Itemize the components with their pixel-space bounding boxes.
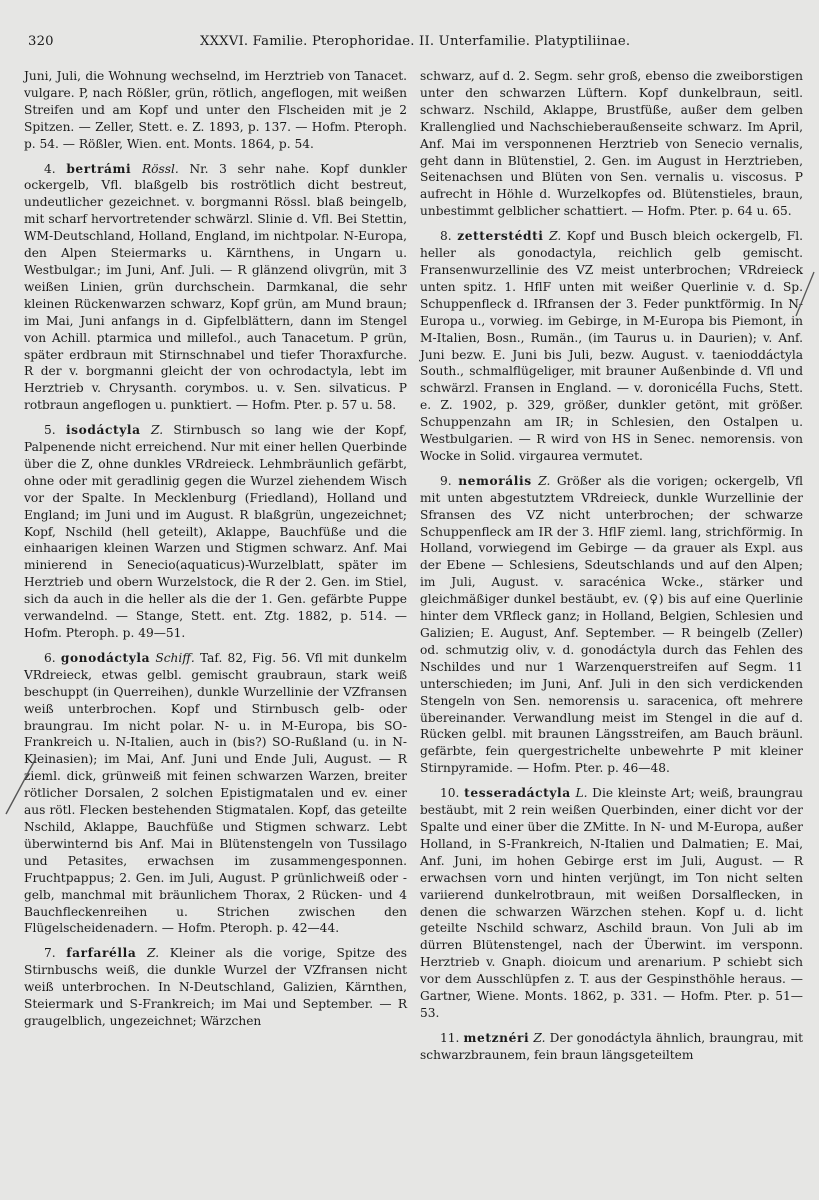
species-author: Schiff.: [155, 650, 195, 665]
entry-text: Größer als die vorigen; ockergelb, Vfl mit unten abgestutztem VRdreieck, dunkle Wurzellinie der Sfransen des VZ nicht unterbrochen; der schwarze Schuppenfleck am IR der 3. HflF zieml. lang, strichförmig. In Holland, vorwiegend im Gebirge — da grauer als Expl. aus der Ebene — Schlesiens, Sdeutschlands und auf den Alpen; im Juli, August. v. saracénica Wcke., stärker und gleichmäßiger dunkel bestäubt, ev. (♀) bis auf eine Querlinie hinter dem VRfleck ganz; in Holland, Belgien, Schlesien und Galizien; E. August, Anf. September. — R beingelb (Zeller) od. schmutzig oliv, v. d. gonodáctyla durch das Fehlen des Nschildes und nur 1 Warzenquerstreifen auf Segm. 11 unterschieden; im Juni, Anf. Juli in den sich verdickenden Stengeln von Sen. nemorensis u. saracenica, oft mehrere übereinander. Verwandlung meist im Stengel in die auf d. Rücken gelbl. mit braunen Längsstreifen, am Bauch bräunl. gefärbte, fein quergestrichelte unbewehrte P mit kleiner Stirnpyramide. — Hofm. Pter. p. 46—48.: [420, 473, 804, 776]
species-name: isodáctyla: [65, 423, 141, 438]
continuation-paragraph: [24, 68, 407, 153]
species-name: farfarélla: [66, 946, 137, 961]
species-author: Z.: [147, 946, 160, 961]
entry-text: Kleiner als die vorige, Spitze des Stirnbuschs weiß, die dunkle Wurzel der VZfransen nicht weiß unterbrochen. In N-Deutschland, Galizien, Kärnthen, Steiermark und S-Frankreich; im Mai und September. — R graugelblich, ungezeichnet; Wärzchen: [24, 946, 408, 1028]
species-entry: [24, 422, 407, 642]
species-name: zetterstédti: [457, 229, 544, 244]
species-entry: [24, 945, 407, 1030]
entry-text: Der gonodáctyla ähnlich, braungrau, mit schwarzbraunem, fein braun längsgeteiltem: [420, 1030, 804, 1062]
species-author: Z.: [549, 229, 562, 244]
paragraph-text: schwarz, auf d. 2. Segm. sehr groß, ebenso die zweiborstigen unter den schwarzen Lüftern. Kopf dunkelbraun, seitl. schwarz. Nschild, Aklappe, Brustfüße, außer dem gelben Krallenglied und Nachschieberaußenseite schwarz. Im April, Anf. Mai im versponnenen Herztrieb von Senecio vernalis, geht dann in Blütenstiel, 2. Gen. im August in Herztrieben, Seitenachsen und Blüten von Sen. vernalis u. viscosus. P aufrecht in Höhle d. Wurzelkopfes od. Blütenstieles, braun, unbestimmt gelblicher schattiert. — Hofm. Pter. p. 64 u. 65.: [420, 69, 803, 219]
right-column: [420, 68, 803, 1065]
entry-number: 10.: [440, 786, 460, 801]
running-title: XXXVI. Familie. Pterophoridae. II. Unterfamilie. Platyptiliinae.: [200, 34, 631, 49]
left-column: [24, 68, 407, 1031]
entry-text: Die kleinste Art; weiß, braungrau bestäubt, mit 2 rein weißen Querbinden, einer dicht vor der Spalte und einer über die ZMitte. In N- und M-Europa, außer Holland, in S-Frankreich, N-Italien und Dalmatien; E. Mai, Anf. Juni, im hohen Gebirge erst im Juli, August. — R erwachsen vorn und hinten verjüngt, im Ton nicht selten variierend dunkelrotbraun, mit weißen Dorsalflecken, in denen die schwarzen Wärzchen stehen. Kopf u. d. licht geteilte Nschild schwarz, Aschild braun. Von Juli ab im dürren Blütenstengel, nach der Überwint. im versponn. Herztrieb v. Gnaph. dioicum und arenarium. P schiebt sich vor dem Ausschlüpfen z. T. aus der Gespinsthöhle heraus. — Gartner, Wiene. Monts. 1862, p. 331. — Hofm. Pter. p. 51—53.: [420, 786, 804, 1020]
species-entry: [24, 650, 407, 937]
entry-number: 5.: [44, 423, 56, 438]
entry-number: 9.: [440, 473, 452, 488]
paragraph-text: Juni, Juli, die Wohnung wechselnd, im Herztrieb von Tanacet. vulgare. P, nach Rößler, grün, rötlich, angeflogen, mit weißen Streifen und am Kopf und unter den Flscheiden mit je 2 Spitzen. — Zeller, Stett. e. Z. 1893, p. 137. — Hofm. Pteroph. p. 54. — Rößler, Wien. ent. Monts. 1864, p. 54.: [24, 69, 407, 151]
species-name: tesseradáctyla: [464, 786, 571, 801]
entry-text: Stirnbusch so lang wie der Kopf, Palpenende nicht erreichend. Nur mit einer hellen Querbinde über die Z, ohne dunkles VRdreieck. Lehmbräunlich gefärbt, ohne oder mit geradlinig gegen die Wurzel ziehendem Wisch vor der Spalte. In Mecklenburg (Friedland), Holland und England; im Juni und im August. R blaßgrün, ungezeichnet; Kopf, Nschild (hell geteilt), Aklappe, Bauchfüße und die einhaarigen kleinen Warzen und Stigmen schwarz. Anf. Mai minierend in Senecio(aquaticus)-Wurzelblatt, später im Herztrieb und obern Wurzelstock, die R der 2. Gen. im Stiel, sich da auch in die heller als die der 1. Gen. gefärbte Puppe verwandelnd. — Stange, Stett. ent. Ztg. 1882, p. 514. — Hofm. Pteroph. p. 49—51.: [24, 423, 408, 640]
entry-text: Taf. 82, Fig. 56. Vfl mit dunkelm VRdreieck, etwas gelbl. gemischt graubraun, stark weiß beschuppt (in Querreihen), dunkle Wurzellinie der VZfransen weiß unterbrochen. Kopf und Stirnbusch gelb- oder braungrau. Im nicht polar. N- u. in M-Europa, bis SO-Frankreich u. N-Italien, auch in (bis?) SO-Rußland (u. in N-Kleinasien); im Mai, Anf. Juni und Ende Juli, August. — R zieml. dick, grünweiß mit feinen schwarzen Warzen, breiter rötlicher Dorsalen, 2 solchen Epistigmatalen und ev. einer aus rötl. Flecken bestehenden Stigmatalen. Kopf, das geteilte Nschild, Aklappe, Bauchfüße und Stigmen schwarz. Lebt überwinternd bis Anf. Mai in Blütenstengeln von Tussilago und Petasites, erwachsen im zusammengesponnen. Fruchtpappus; 2. Gen. im Juli, August. P grünlichweiß oder -gelb, manchmal mit bräunlichem Thorax, 2 Rücken- und 4 Bauchfleckenreihen u. Strichen zwischen den Flügelscheidenadern. — Hofm. Pteroph. p. 42—44.: [24, 650, 408, 936]
species-author: Rössl.: [141, 161, 179, 176]
continuation-paragraph: [420, 68, 803, 220]
species-name: gonodáctyla: [60, 650, 151, 665]
entry-text: Nr. 3 sehr nahe. Kopf dunkler ockergelb, Vfl. blaßgelb bis roströtlich dicht bestreut, undeutlicher gezeichnet. v. borgmanni Rössl. blaß beingelb, mit scharf hervortretender schwärzl. Slinie d. Vfl. Bei Stettin, WM-Deutschland, Holland, England, im nichtpolar. N-Europa, den Alpen Steiermarks u. Kärnthens, in Ungarn u. Westbulgar.; im Juni, Anf. Juli. — R glänzend olivgrün, mit 3 weißen Linien, grün durchschein. Darmkanal, die sehr kleinen Rückenwarzen schwarz, Kopf grün, am Mund braun; im Mai, Juni anfangs in d. Gipfelblättern, dann im Stengel von Achill. ptarmica und millefol., auch Tanacetum. P grün, später erdbraun mit Stirnschnabel und tiefer Thoraxfurche. R der v. borgmanni gleicht der von ochrodactyla, lebt im Herztrieb v. Chrysanth. corymbos. u. v. Sen. silvaticus. P rotbraun angeflogen u. punktiert. — Hofm. Pter. p. 57 u. 58.: [24, 161, 408, 413]
species-entry: [420, 473, 803, 777]
page-header: [28, 34, 799, 56]
species-name: bertrámi: [66, 161, 132, 176]
species-entry: [420, 1030, 803, 1064]
page-number: 320: [28, 34, 54, 49]
species-author: Z.: [533, 1030, 546, 1045]
entry-number: 6.: [44, 650, 56, 665]
species-entry: [24, 161, 407, 415]
species-entry: [420, 785, 803, 1022]
species-author: Z.: [538, 473, 551, 488]
species-author: L.: [575, 786, 588, 801]
entry-number: 7.: [44, 946, 56, 961]
entry-text: Kopf und Busch bleich ockergelb, Fl. heller als gonodactyla, reichlich gelb gemischt. Fransenwurzellinie des VZ meist unterbrochen; VRdreieck unten spitz. 1. HflF unten mit weißer Querlinie v. d. Sp. Schuppenfleck d. IRfransen der 3. Feder punktförmig. In N-Europa u., vorwieg. im Gebirge, in M-Europa bis Piemont, in M-Italien, Bosn., Rumän., (im Taurus u. in Daurien); v. Anf. Juni bezw. E. Juni bis Juli, bezw. August. v. taenioddáctyla South., schmalflügeliger, mit brauner Außenbinde d. Vfl und schwärzl. Fransen in England. — v. doronicélla Fuchs, Stett. e. Z. 1902, p. 329, größer, dunkler getönt, mit größer. Schuppenzahn am IR; in Schlesien, den Ostalpen u. Westbulgarien. — R wird von HS in Senec. nemorensis. von Wocke in Solid. virgaurea vermutet.: [420, 229, 804, 463]
entry-number: 11.: [440, 1030, 460, 1045]
entry-number: 4.: [44, 161, 56, 176]
species-author: Z.: [150, 423, 164, 438]
species-name: nemorális: [458, 473, 532, 488]
pencil-margin-mark-right: [790, 268, 818, 323]
pencil-margin-mark: [0, 752, 40, 822]
entry-number: 8.: [440, 229, 452, 244]
species-entry: [420, 228, 803, 465]
species-name: metznéri: [463, 1030, 530, 1045]
